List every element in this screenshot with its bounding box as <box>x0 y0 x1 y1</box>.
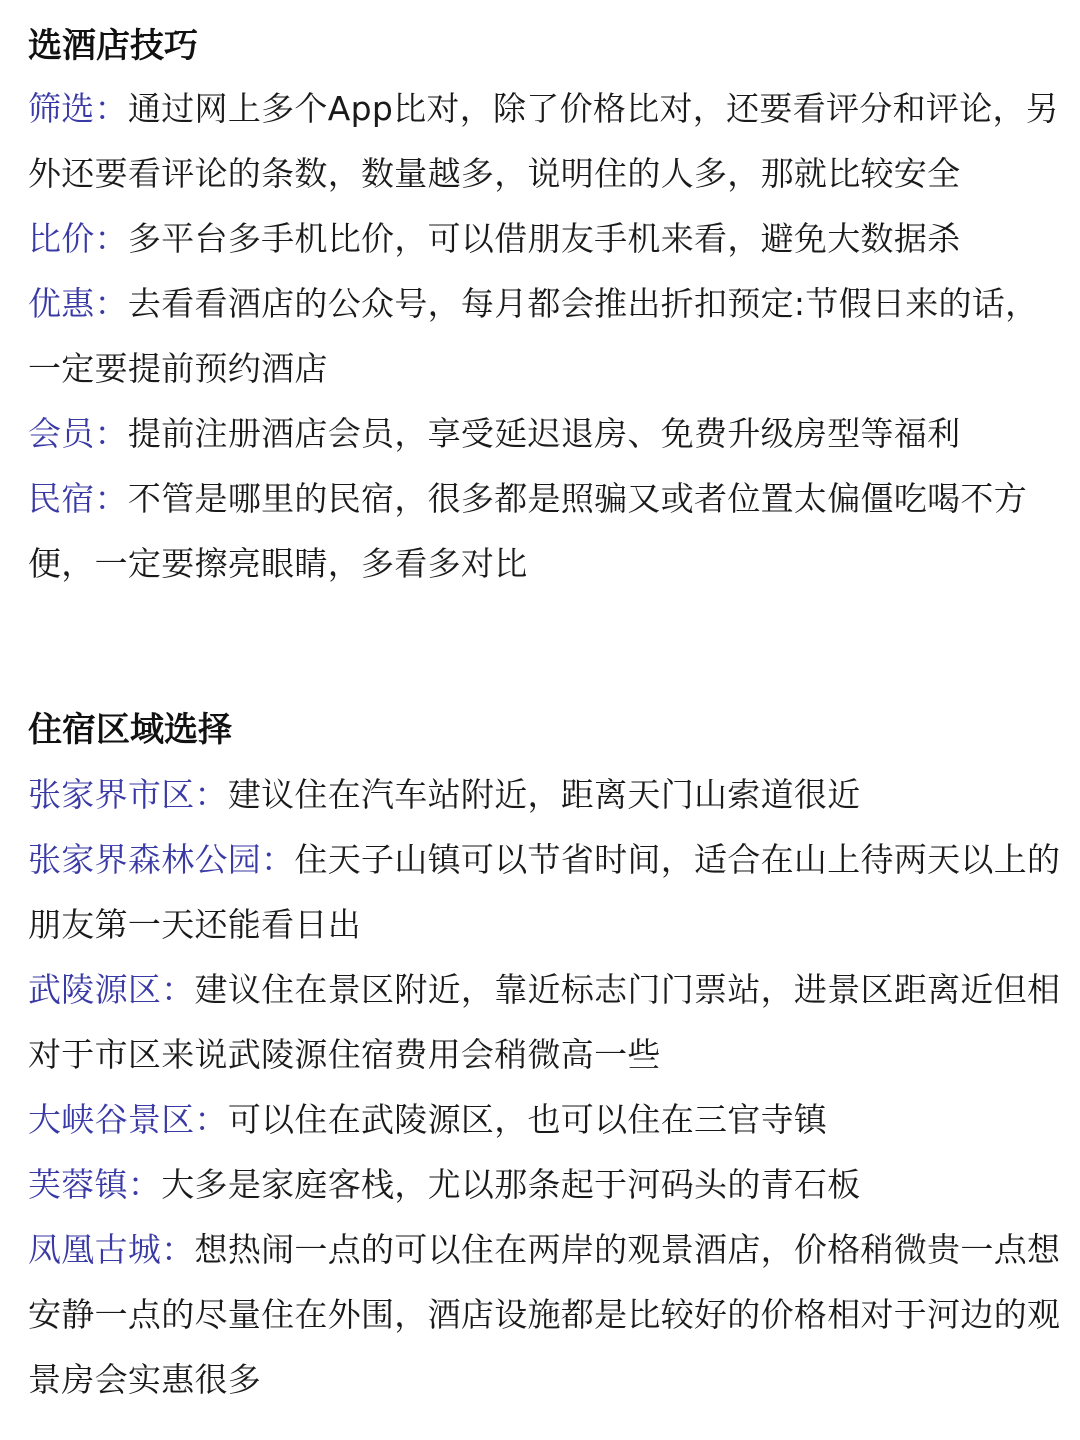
tip-entry-discount <box>28 271 1068 401</box>
entry-text: 提前注册酒店会员，享受延迟退房、免费升级房型等福利 <box>127 414 961 453</box>
entry-label: 民宿 <box>28 479 95 518</box>
entry-text: 建议住在景区附近，靠近标志门门票站，进景区距离近但相对于市区来说武陵源住宿费用会稍微高一些 <box>28 970 1061 1074</box>
entry-separator: ： <box>194 775 228 814</box>
entry-label: 会员 <box>28 414 95 453</box>
entry-separator: ： <box>94 414 128 453</box>
entry-label: 筛选 <box>28 89 95 128</box>
area-selection-list <box>28 762 1068 1412</box>
entry-separator: ： <box>161 970 195 1009</box>
entry-text: 想热闹一点的可以住在两岸的观景酒店，价格稍微贵一点想安静一点的尽量住在外围，酒店设施都是比较好的价格相对于河边的观景房会实惠很多 <box>28 1230 1061 1399</box>
entry-text: 住天子山镇可以节省时间，适合在山上待两天以上的朋友第一天还能看日出 <box>28 840 1061 944</box>
entry-text: 建议住在汽车站附近，距离天门山索道很近 <box>227 775 861 814</box>
entry-text: 多平台多手机比价，可以借朋友手机来看，避免大数据杀 <box>127 219 961 258</box>
entry-text: 大多是家庭客栈，尤以那条起于河码头的青石板 <box>161 1165 861 1204</box>
area-entry-furong-town <box>28 1152 1068 1217</box>
tip-entry-compare-price <box>28 206 1068 271</box>
entry-label: 张家界森林公园 <box>28 840 262 879</box>
entry-label: 芙蓉镇 <box>28 1165 128 1204</box>
entry-text: 可以住在武陵源区，也可以住在三官寺镇 <box>227 1100 828 1139</box>
entry-separator: ： <box>127 1165 162 1204</box>
hotel-tips-list <box>28 76 1068 596</box>
entry-label: 优惠 <box>28 284 95 323</box>
area-entry-wulingyuan <box>28 957 1068 1087</box>
entry-separator: ： <box>161 1230 195 1269</box>
area-entry-fenghuang <box>28 1217 1068 1412</box>
area-entry-grand-canyon <box>28 1087 1068 1152</box>
entry-label: 张家界市区 <box>28 775 195 814</box>
entry-separator: ： <box>94 89 128 128</box>
section-title-area-selection: 住宿区域选择 <box>28 710 232 750</box>
section-title-hotel-tips: 选酒店技巧 <box>28 26 198 66</box>
entry-text: 通过网上多个App比对，除了价格比对，还要看评分和评论，另外还要看评论的条数，数量越多，说明住的人多，那就比较安全 <box>28 89 1060 193</box>
entry-label: 凤凰古城 <box>28 1230 162 1269</box>
tip-entry-filter <box>28 76 1068 206</box>
entry-label: 大峡谷景区 <box>28 1100 195 1139</box>
entry-separator: ： <box>261 840 295 879</box>
entry-separator: ： <box>94 219 128 258</box>
entry-separator: ： <box>94 479 128 518</box>
area-entry-forest-park <box>28 827 1068 957</box>
entry-separator: ： <box>194 1100 228 1139</box>
tip-entry-homestay <box>28 466 1068 596</box>
area-entry-city <box>28 762 1068 827</box>
tip-entry-membership <box>28 401 1068 466</box>
entry-text: 不管是哪里的民宿，很多都是照骗又或者位置太偏僵吃喝不方便，一定要擦亮眼睛，多看多对比 <box>28 479 1028 583</box>
entry-separator: ： <box>94 284 128 323</box>
entry-label: 武陵源区 <box>28 970 162 1009</box>
entry-text: 去看看酒店的公众号，每月都会推出折扣预定:节假日来的话，一定要提前预约酒店 <box>28 284 1039 388</box>
entry-label: 比价 <box>28 219 95 258</box>
